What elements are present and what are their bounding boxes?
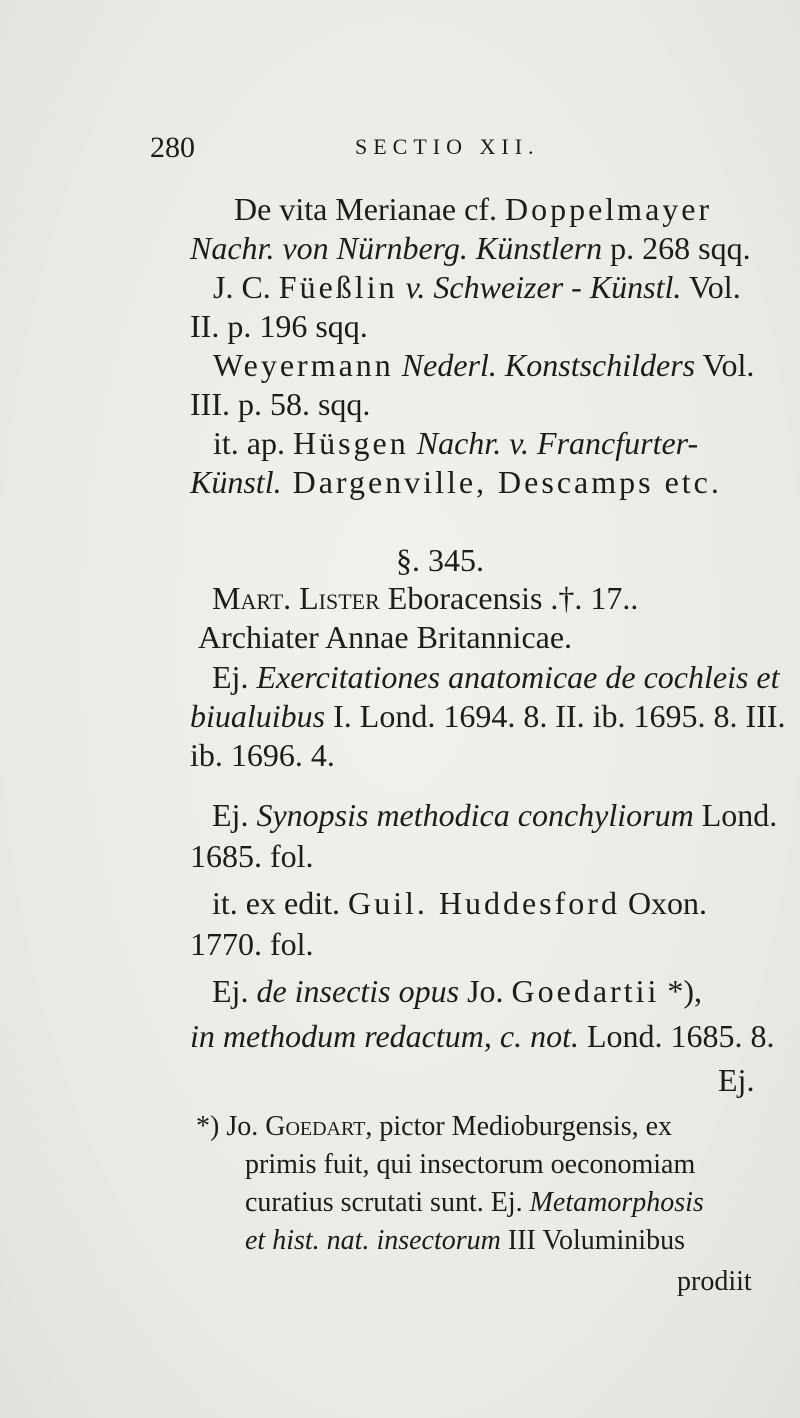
page-number: 280 [150, 131, 195, 164]
text-line: 1685. fol. [190, 838, 314, 874]
section-heading: §. 345. [396, 542, 484, 578]
footnote-line: primis fuit, qui insectorum oeconomiam [245, 1149, 696, 1180]
text-line: II. p. 196 sqq. [190, 308, 368, 344]
text-line: ib. 1696. 4. [190, 737, 335, 773]
author-line: Mart. Lister Eboracensis .†. 17.. [212, 580, 639, 616]
text-line: it. ex edit. Guil. Huddesford Oxon. [212, 885, 708, 921]
text-line: in methodum redactum, c. not. Lond. 1685. 8. [190, 1018, 775, 1054]
text-line: Ej. de insectis opus Jo. Goedartii *), [212, 973, 703, 1009]
text-line: III. p. 58. sqq. [190, 386, 371, 422]
text-line: Künstl. Dargenville, Descamps etc. [190, 464, 722, 500]
running-header: SECTIO XII. [355, 134, 540, 159]
text-line: Archiater Annae Britannicae. [198, 619, 573, 655]
catchword: Ej. [718, 1062, 755, 1098]
text-line: J. C. Füeßlin v. Schweizer - Künstl. Vol. [213, 269, 741, 305]
footnote-line: *) Jo. Goedart, pictor Medioburgensis, ex [196, 1111, 673, 1142]
text-line: Ej. Exercitationes anatomicae de cochleis et [212, 659, 780, 695]
footnote-line: prodiit [677, 1266, 752, 1297]
text-line: Nachr. von Nürnberg. Künstlern p. 268 sqq. [190, 230, 751, 266]
text-line: Weyermann Nederl. Konstschilders Vol. [213, 347, 755, 383]
text-line: 1770. fol. [190, 926, 314, 962]
footnote-line: et hist. nat. insectorum III Voluminibus [245, 1225, 685, 1256]
text-line: De vita Merianae cf. Doppelmayer [234, 191, 713, 227]
text-line: biualuibus I. Lond. 1694. 8. II. ib. 1695. 8. III. [190, 698, 786, 734]
text-line: it. ap. Hüsgen Nachr. v. Francfurter- [213, 425, 699, 461]
footnote-line: curatius scrutati sunt. Ej. Metamorphosis [245, 1187, 704, 1218]
text-line: Ej. Synopsis methodica conchyliorum Lond. [212, 797, 778, 833]
